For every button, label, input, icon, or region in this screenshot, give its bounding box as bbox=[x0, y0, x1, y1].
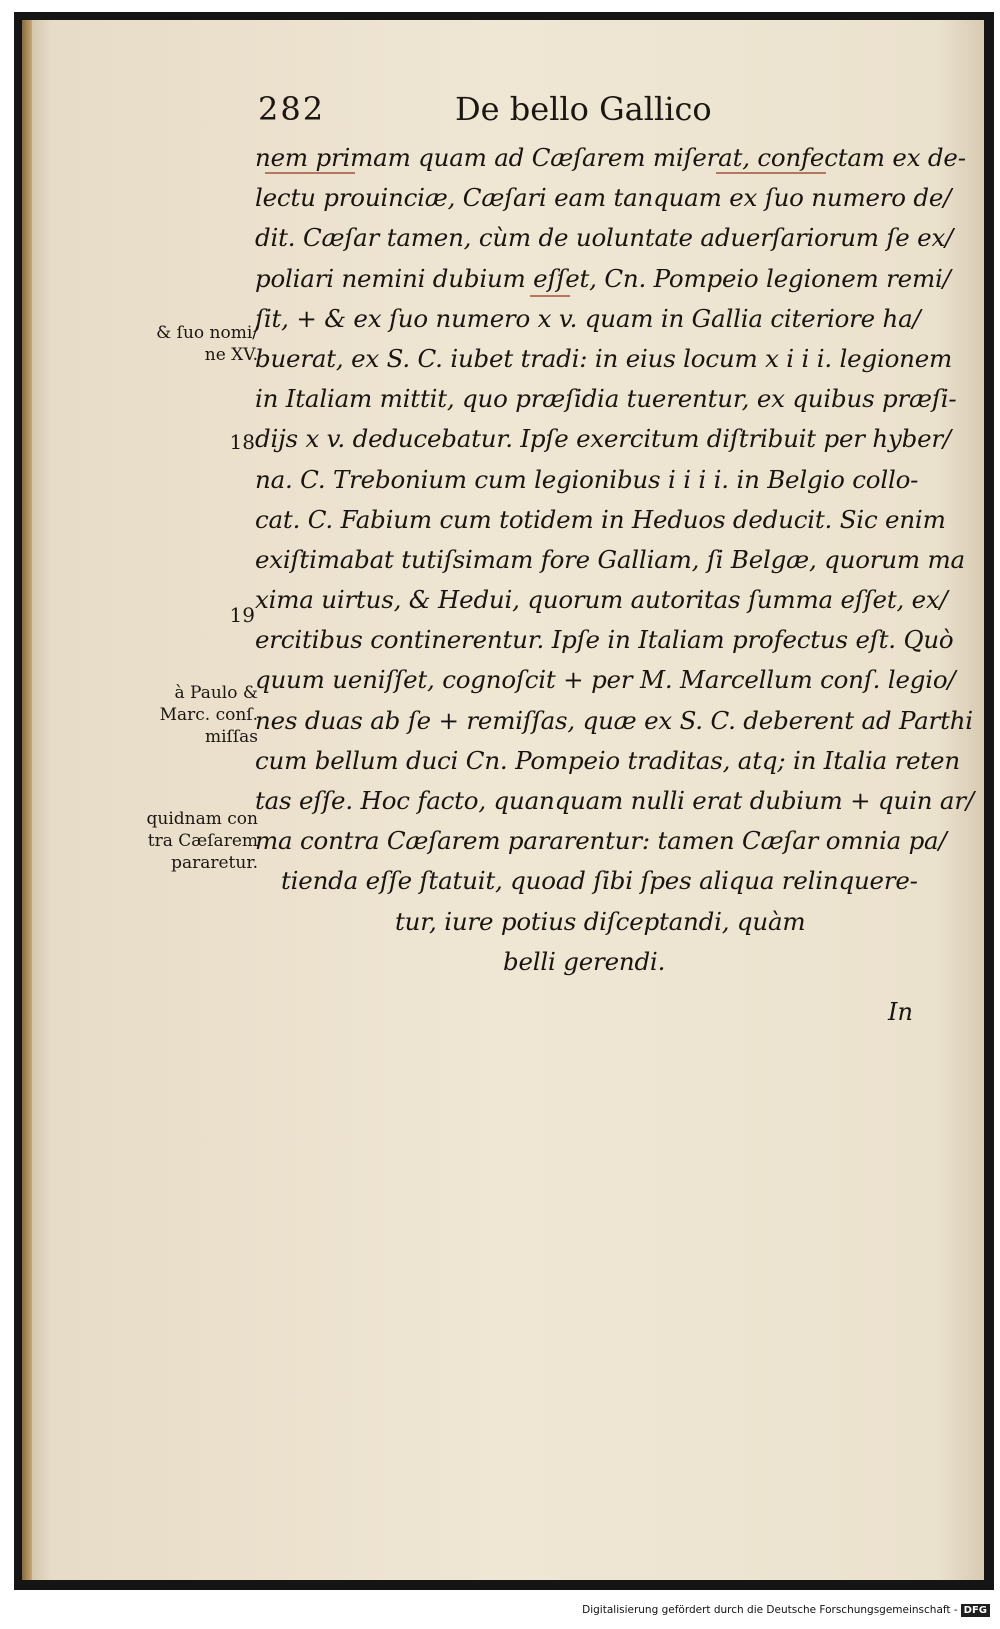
digitization-credit bbox=[560, 1604, 990, 1617]
margin-note-line: pararetur. bbox=[171, 853, 258, 873]
margin-note-suo-nomine bbox=[118, 322, 258, 366]
text-line: cat. C. Fabium cum totidem in Heduos deducit. Sic enim bbox=[255, 504, 946, 534]
text-line: belli gerendi. bbox=[503, 946, 666, 976]
text-line: poliari nemini dubium eſſet, Cn. Pompeio legionem remi/ bbox=[255, 263, 951, 293]
catchword: In bbox=[888, 998, 913, 1026]
binding-edge bbox=[22, 20, 32, 1580]
margin-number-18: 18 bbox=[229, 430, 255, 454]
text-line: buerat, ex S. C. iubet tradi: in eius locum x i i i. legionem bbox=[255, 343, 953, 373]
credit-text: Digitalisierung gefördert durch die Deutsche Forschungsgemeinschaft - bbox=[582, 1604, 958, 1616]
margin-note-line: quidnam con bbox=[146, 809, 258, 829]
text-line: in Italiam mittit, quo præſidia tuerentur, ex quibus præſi- bbox=[255, 384, 957, 414]
page-number: 282 bbox=[258, 90, 326, 128]
text-line: exiſtimabat tutiſsimam fore Galliam, ſi Belgæ, quorum ma bbox=[255, 544, 965, 574]
text-line: ercitibus continerentur. Ipſe in Italiam profectus eſt. Quò bbox=[255, 625, 954, 655]
margin-note-line: miſſas bbox=[204, 727, 258, 747]
text-line: tienda eſſe ſtatuit, quoad ſibi ſpes aliqua relinquere- bbox=[281, 866, 918, 896]
margin-note-quidnam bbox=[118, 808, 258, 874]
margin-note-paulo bbox=[118, 682, 258, 748]
text-line: cum bellum duci Cn. Pompeio traditas, atq; in Italia reten bbox=[255, 745, 960, 775]
text-line: dit. Cæſar tamen, cùm de uoluntate aduerſariorum ſe ex/ bbox=[255, 223, 954, 253]
text-line: tas eſſe. Hoc facto, quanquam nulli erat dubium + quin ar/ bbox=[255, 786, 974, 815]
text-line: nem primam quam ad Cæſarem miſerat, confectam ex de- bbox=[255, 143, 966, 172]
margin-number-19: 19 bbox=[229, 603, 255, 627]
margin-note-line: & ſuo nomi/ bbox=[156, 323, 258, 343]
text-line: lectu prouinciæ, Cæſari eam tanquam ex ſuo numero de/ bbox=[255, 183, 952, 213]
text-line: tur, iure potius diſceptandi, quàm bbox=[395, 906, 806, 936]
text-line: quum ueniſſet, cognoſcit + per M. Marcellum conſ. legio/ bbox=[255, 665, 956, 695]
text-line: dijs x v. deducebatur. Ipſe exercitum diſtribuit per hyber/ bbox=[255, 424, 951, 454]
text-line: ma contra Cæſarem pararentur: tamen Cæſar omnia pa/ bbox=[255, 826, 947, 856]
text-line: na. C. Trebonium cum legionibus i i i i. in Belgio collo- bbox=[255, 464, 919, 494]
margin-note-line: tra Cæſarem bbox=[147, 831, 258, 851]
text-line: xima uirtus, & Hedui, quorum autoritas ſumma eſſet, ex/ bbox=[255, 585, 948, 615]
body-text bbox=[255, 138, 974, 982]
margin-note-line: à Paulo & bbox=[174, 683, 258, 703]
margin-note-line: Marc. conſ. bbox=[159, 705, 258, 725]
dfg-logo: DFG bbox=[961, 1604, 990, 1617]
running-title: De bello Gallico bbox=[455, 90, 712, 128]
text-line: ſit, + & ex ſuo numero x v. quam in Gallia citeriore ha/ bbox=[255, 303, 921, 333]
margin-note-line: ne XV. bbox=[204, 345, 258, 365]
text-line: nes duas ab ſe + remiſſas, quæ ex S. C. deberent ad Parthi bbox=[255, 705, 973, 735]
